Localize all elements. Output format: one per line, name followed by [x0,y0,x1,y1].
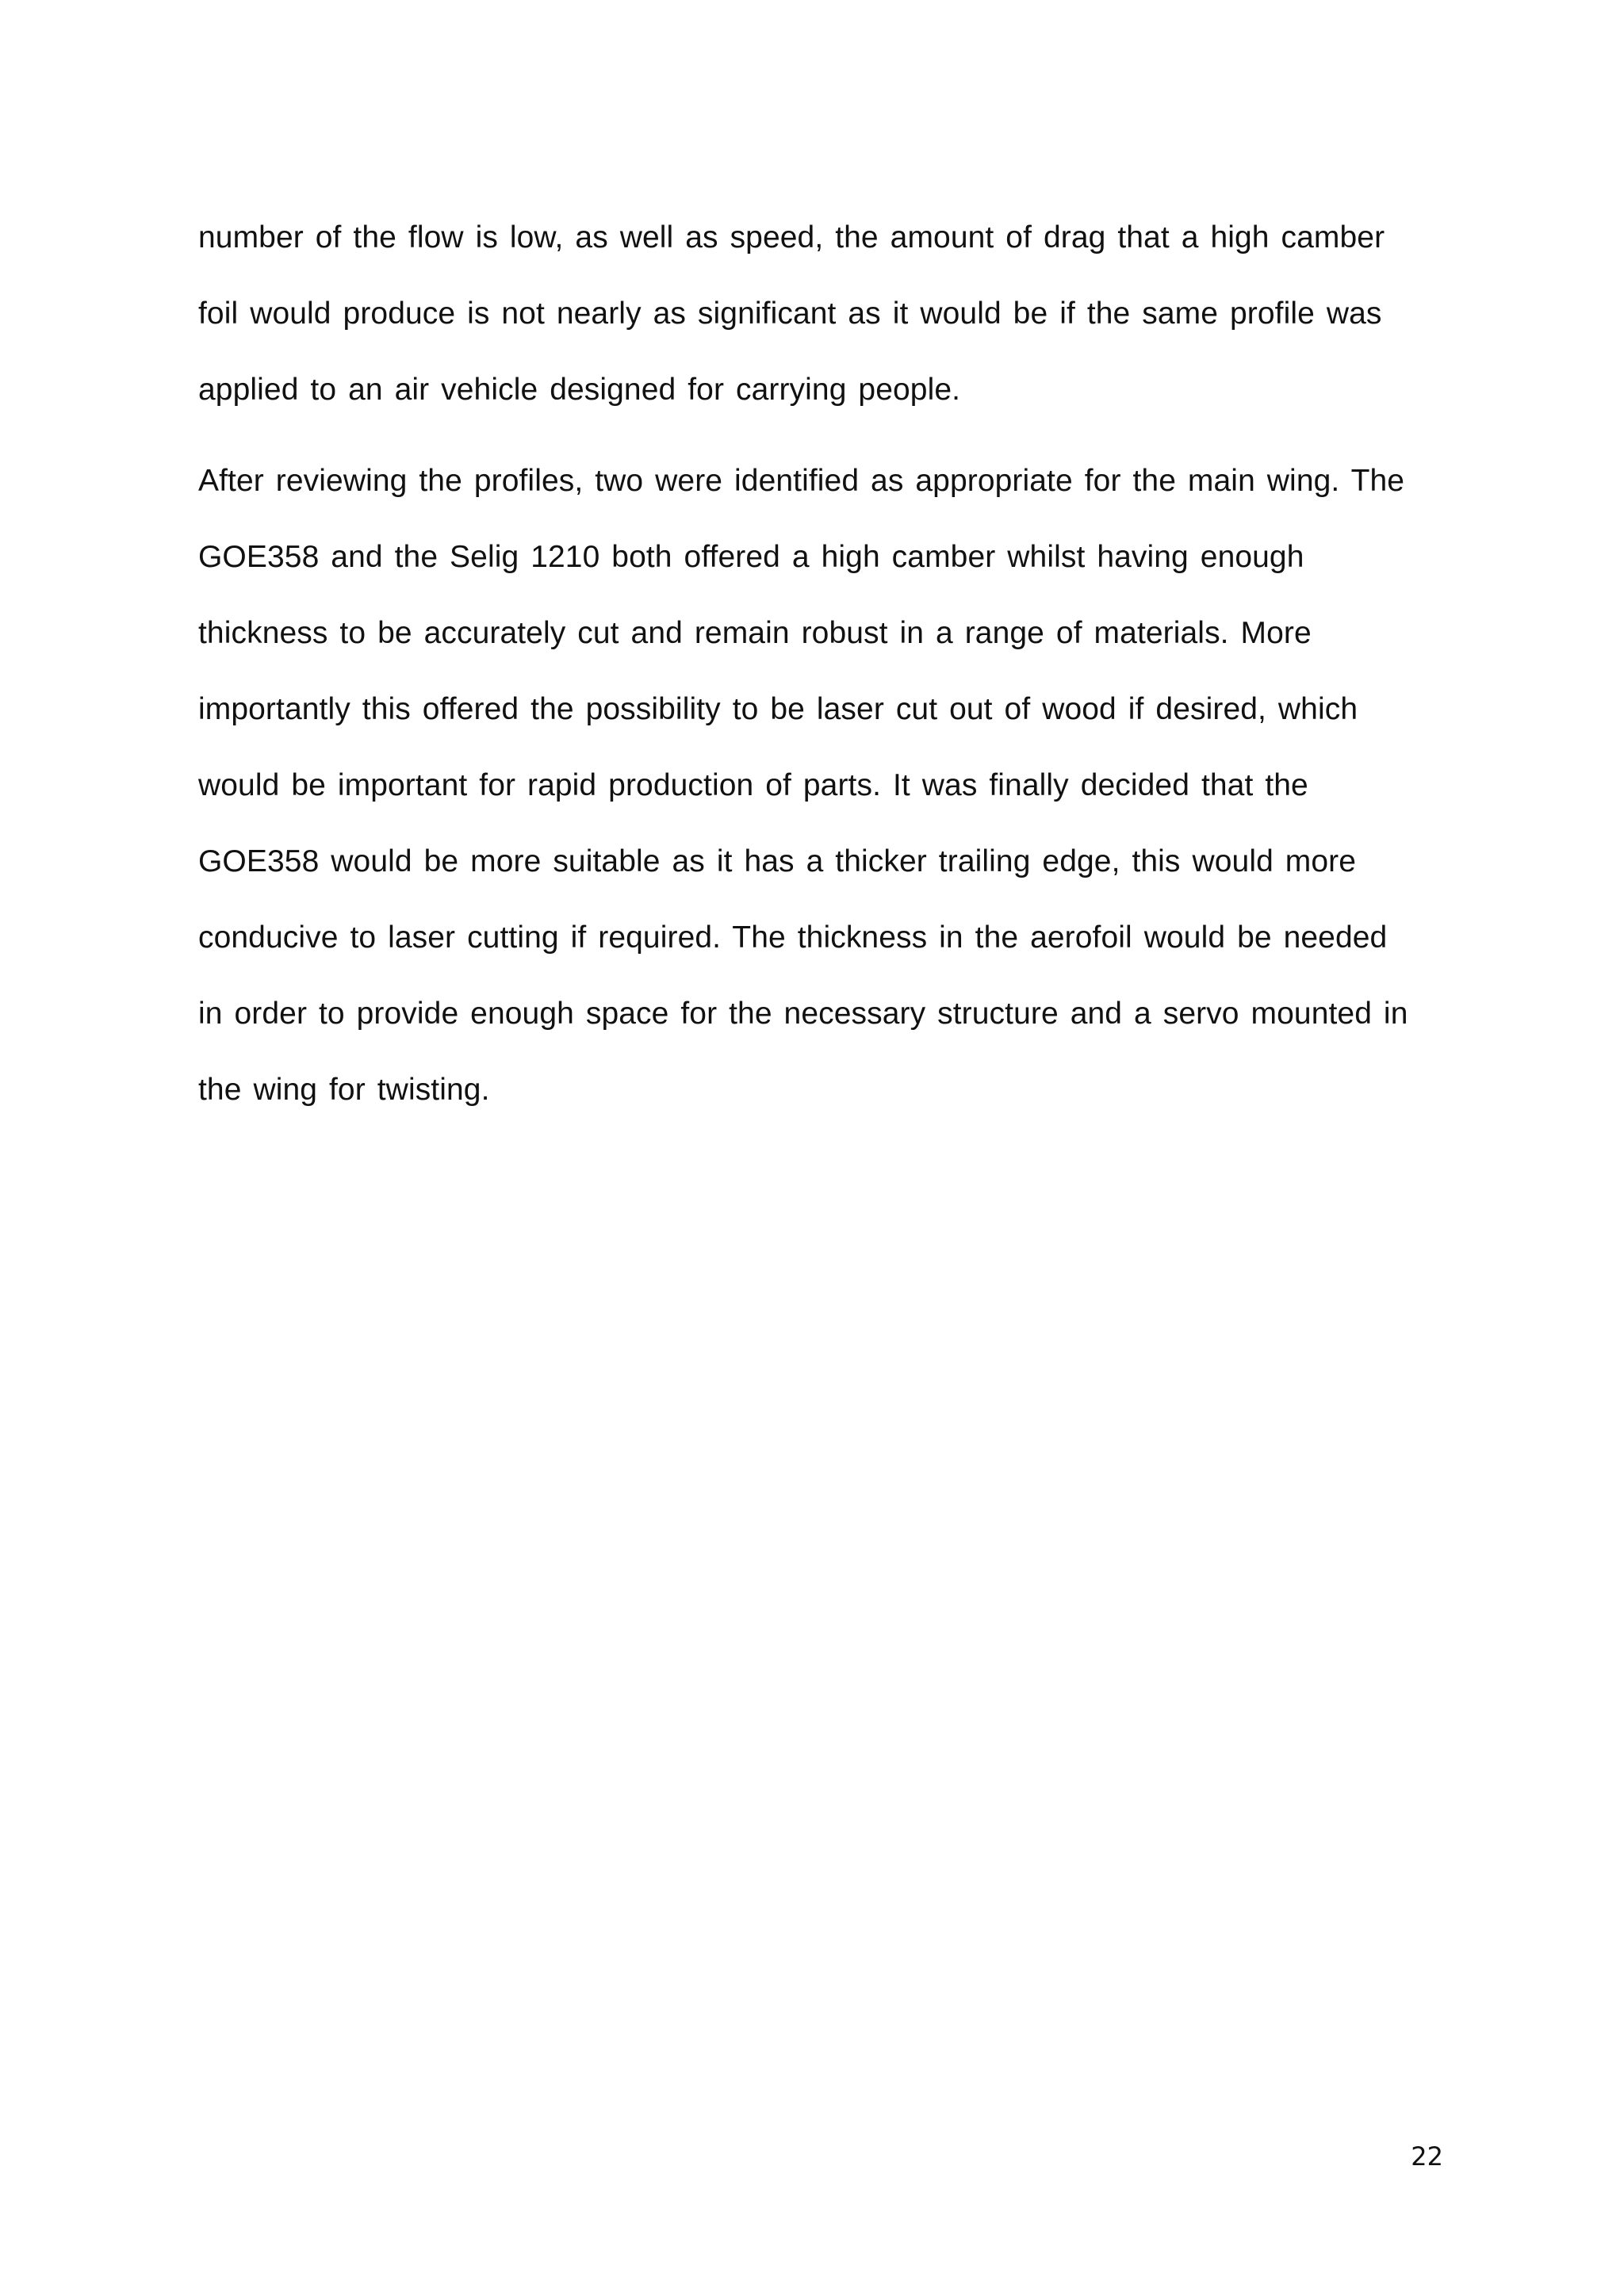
paragraph-2 [198,443,1443,1128]
paragraph-2-line-3: thickness to be accurately cut and remain robust in a range of materials. More [198,616,1312,650]
paragraph-2-line-6: GOE358 would be more suitable as it has a thicker trailing edge, this would more [198,844,1357,878]
paragraph-1-line-1: number of the flow is low, as well as speed, the amount of drag that a high camber [198,220,1385,254]
paragraph-1 [198,200,1443,428]
paragraph-2-line-1: After reviewing the profiles, two were identified as appropriate for the main wing. The [198,464,1405,498]
paragraph-2-line-7: conducive to laser cutting if required. The thickness in the aerofoil would be needed [198,920,1388,955]
paragraph-1-line-2: foil would produce is not nearly as significant as it would be if the same profile was [198,297,1382,331]
paragraph-2-line-4: importantly this offered the possibility to be laser cut out of wood if desired, which [198,692,1358,726]
paragraph-2-line-5: would be important for rapid production of parts. It was finally decided that the [198,768,1308,802]
paragraph-2-line-8: in order to provide enough space for the necessary structure and a servo mounted in [198,997,1408,1031]
paragraph-2-line-2: GOE358 and the Selig 1210 both offered a high camber whilst having enough [198,540,1304,574]
paragraph-2-line-9: the wing for twisting. [198,1073,490,1107]
paragraph-1-line-3: applied to an air vehicle designed for carrying people. [198,373,961,407]
page-number: 22 [1411,2141,1443,2172]
